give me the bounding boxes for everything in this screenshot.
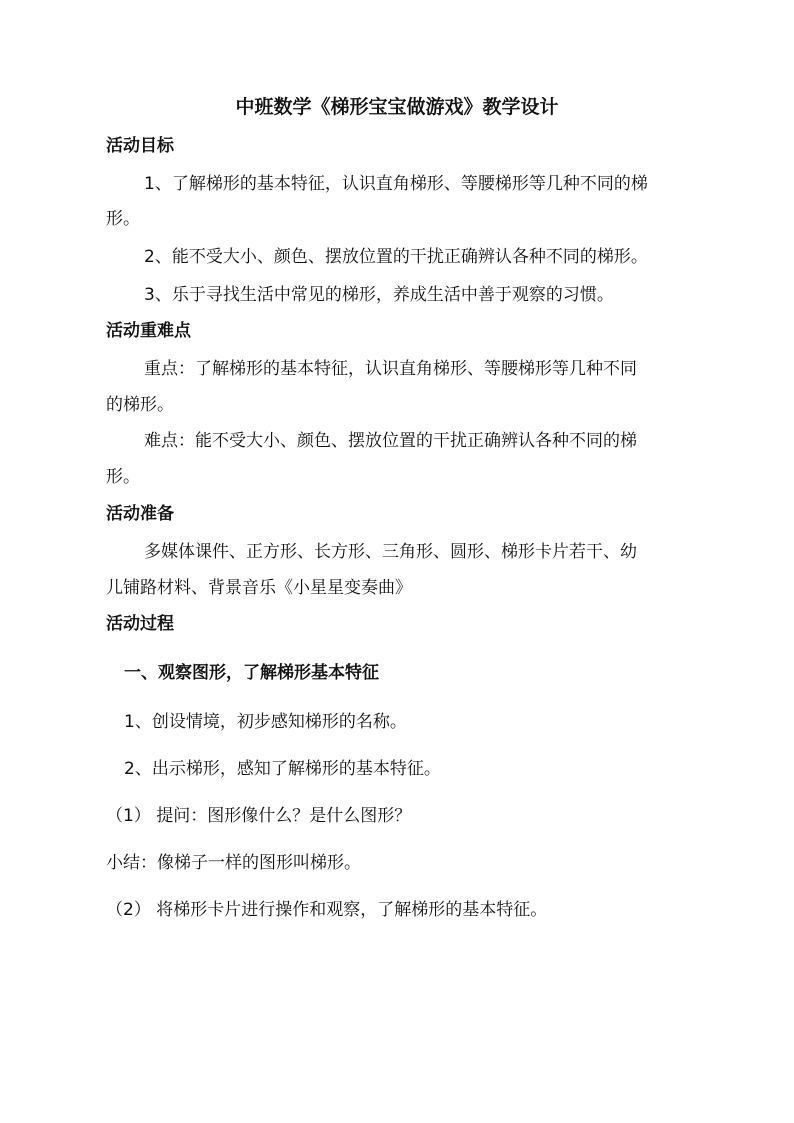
process-summary: 小结：像梯子一样的图形叫梯形。 <box>106 853 361 873</box>
preparation-line-1: 多媒体课件、正方形、长方形、三角形、圆形、梯形卡片若干、幼 <box>144 542 637 562</box>
goals-heading: 活动目标 <box>106 136 174 156</box>
process-question-2: （2） 将梯形卡片进行操作和观察，了解梯形的基本特征。 <box>106 900 548 920</box>
key-points-heading: 活动重难点 <box>106 321 191 341</box>
key-point-line-2: 的梯形。 <box>106 395 174 415</box>
goal-item-2: 2、能不受大小、颜色、摆放位置的干扰正确辨认各种不同的梯形。 <box>144 247 648 267</box>
goal-item-3: 3、乐于寻找生活中常见的梯形，养成生活中善于观察的习惯。 <box>144 285 614 305</box>
key-point-line-1: 重点：了解梯形的基本特征，认识直角梯形、等腰梯形等几种不同 <box>144 359 637 379</box>
process-subheading: 一、观察图形，了解梯形基本特征 <box>124 663 379 683</box>
goal-item-1-line-2: 形。 <box>106 209 140 229</box>
process-heading: 活动过程 <box>106 614 174 634</box>
document-title: 中班数学《梯形宝宝做游戏》教学设计 <box>235 96 559 118</box>
preparation-heading: 活动准备 <box>106 504 174 524</box>
process-question-1: （1） 提问：图形像什么？是什么图形？ <box>106 806 412 826</box>
difficult-point-line-2: 形。 <box>106 467 140 487</box>
process-step-2: 2、出示梯形，感知了解梯形的基本特征。 <box>124 759 441 779</box>
difficult-point-line-1: 难点：能不受大小、颜色、摆放位置的干扰正确辨认各种不同的梯 <box>144 431 637 451</box>
goal-item-1-line-1: 1、了解梯形的基本特征，认识直角梯形、等腰梯形等几种不同的梯 <box>144 174 648 194</box>
process-step-1: 1、创设情境，初步感知梯形的名称。 <box>124 712 407 732</box>
preparation-line-2: 儿铺路材料、背景音乐《小星星变奏曲》 <box>106 578 412 598</box>
